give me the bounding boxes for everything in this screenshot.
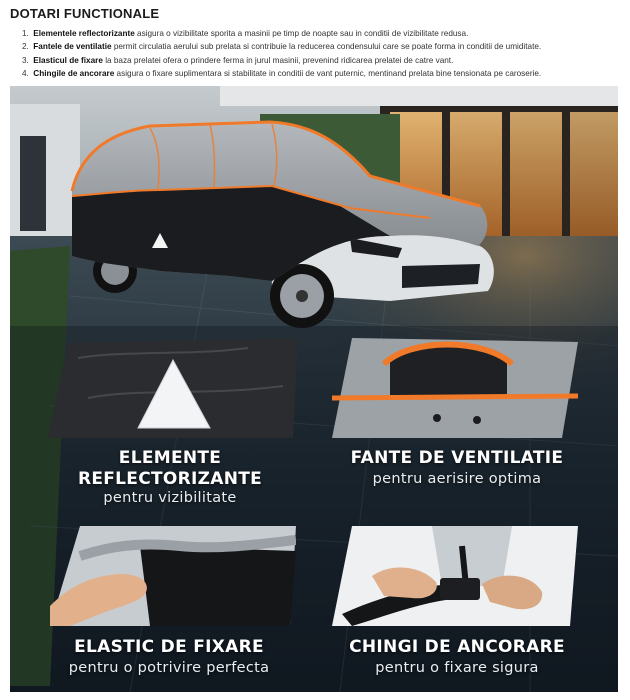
title-line: ELEMENTE (118, 448, 222, 468)
item-bold: Elementele reflectorizante (33, 29, 135, 38)
window-lit (570, 112, 618, 242)
roof-slab (220, 86, 618, 106)
window-lit (510, 112, 562, 242)
product-infographic (10, 86, 618, 692)
straps-panel (332, 526, 578, 626)
item-bold: Elasticul de fixare (33, 55, 103, 65)
item-text: asigura o fixare suplimentara si stabilitate in conditii de vant puternic, mentinand prelata bine tensionata pe caroserie. (114, 68, 542, 78)
straps-subtitle: pentru o fixare sigura (375, 660, 539, 676)
house-door (20, 136, 46, 231)
feature-list (22, 27, 622, 80)
item-number: 1. (22, 29, 29, 38)
list-item (22, 40, 622, 53)
vents-subtitle: pentru aerisire optima (372, 471, 542, 487)
section-heading: DOTARI FUNCTIONALE (10, 6, 160, 21)
grommet (433, 414, 441, 422)
grommet (473, 416, 481, 424)
straps-title: CHINGI DE ANCORARE (349, 637, 565, 657)
item-number: 2. (22, 42, 29, 52)
reflective-subtitle: pentru vizibilitate (103, 490, 237, 506)
list-item (22, 27, 622, 40)
list-item (22, 67, 622, 80)
item-bold: Chingile de ancorare (33, 68, 115, 78)
front-grille (402, 264, 480, 288)
reflective-panel (48, 338, 298, 438)
reflective-title (50, 448, 290, 490)
vents-title: FANTE DE VENTILATIE (350, 448, 564, 468)
title-line: REFLECTORIZANTE (77, 469, 263, 489)
orange-seam (332, 396, 578, 398)
elastic-title: ELASTIC DE FIXARE (74, 637, 264, 657)
item-text: permit circulatia aerului sub prelata si contribuie la reducerea condensului care se poate forma in conditii de umiditate. (111, 42, 542, 52)
wheel-hub (296, 290, 308, 302)
item-bold: Fantele de ventilatie (33, 42, 112, 52)
vents-panel (332, 338, 578, 438)
item-text: asigura o vizibilitate sporita a masinii pe timp de noapte sau in conditii de vizibilitate redusa. (134, 29, 469, 38)
black-fabric (140, 546, 296, 626)
item-number: 4. (22, 68, 29, 78)
list-item (22, 54, 622, 67)
elastic-panel (50, 526, 296, 626)
item-number: 3. (22, 55, 29, 65)
elastic-subtitle: pentru o potrivire perfecta (68, 660, 270, 676)
item-text: la baza prelatei ofera o prindere ferma in jurul masinii, prevenind ridicarea prelatei de catre vant. (102, 55, 454, 65)
buckle (440, 578, 480, 600)
